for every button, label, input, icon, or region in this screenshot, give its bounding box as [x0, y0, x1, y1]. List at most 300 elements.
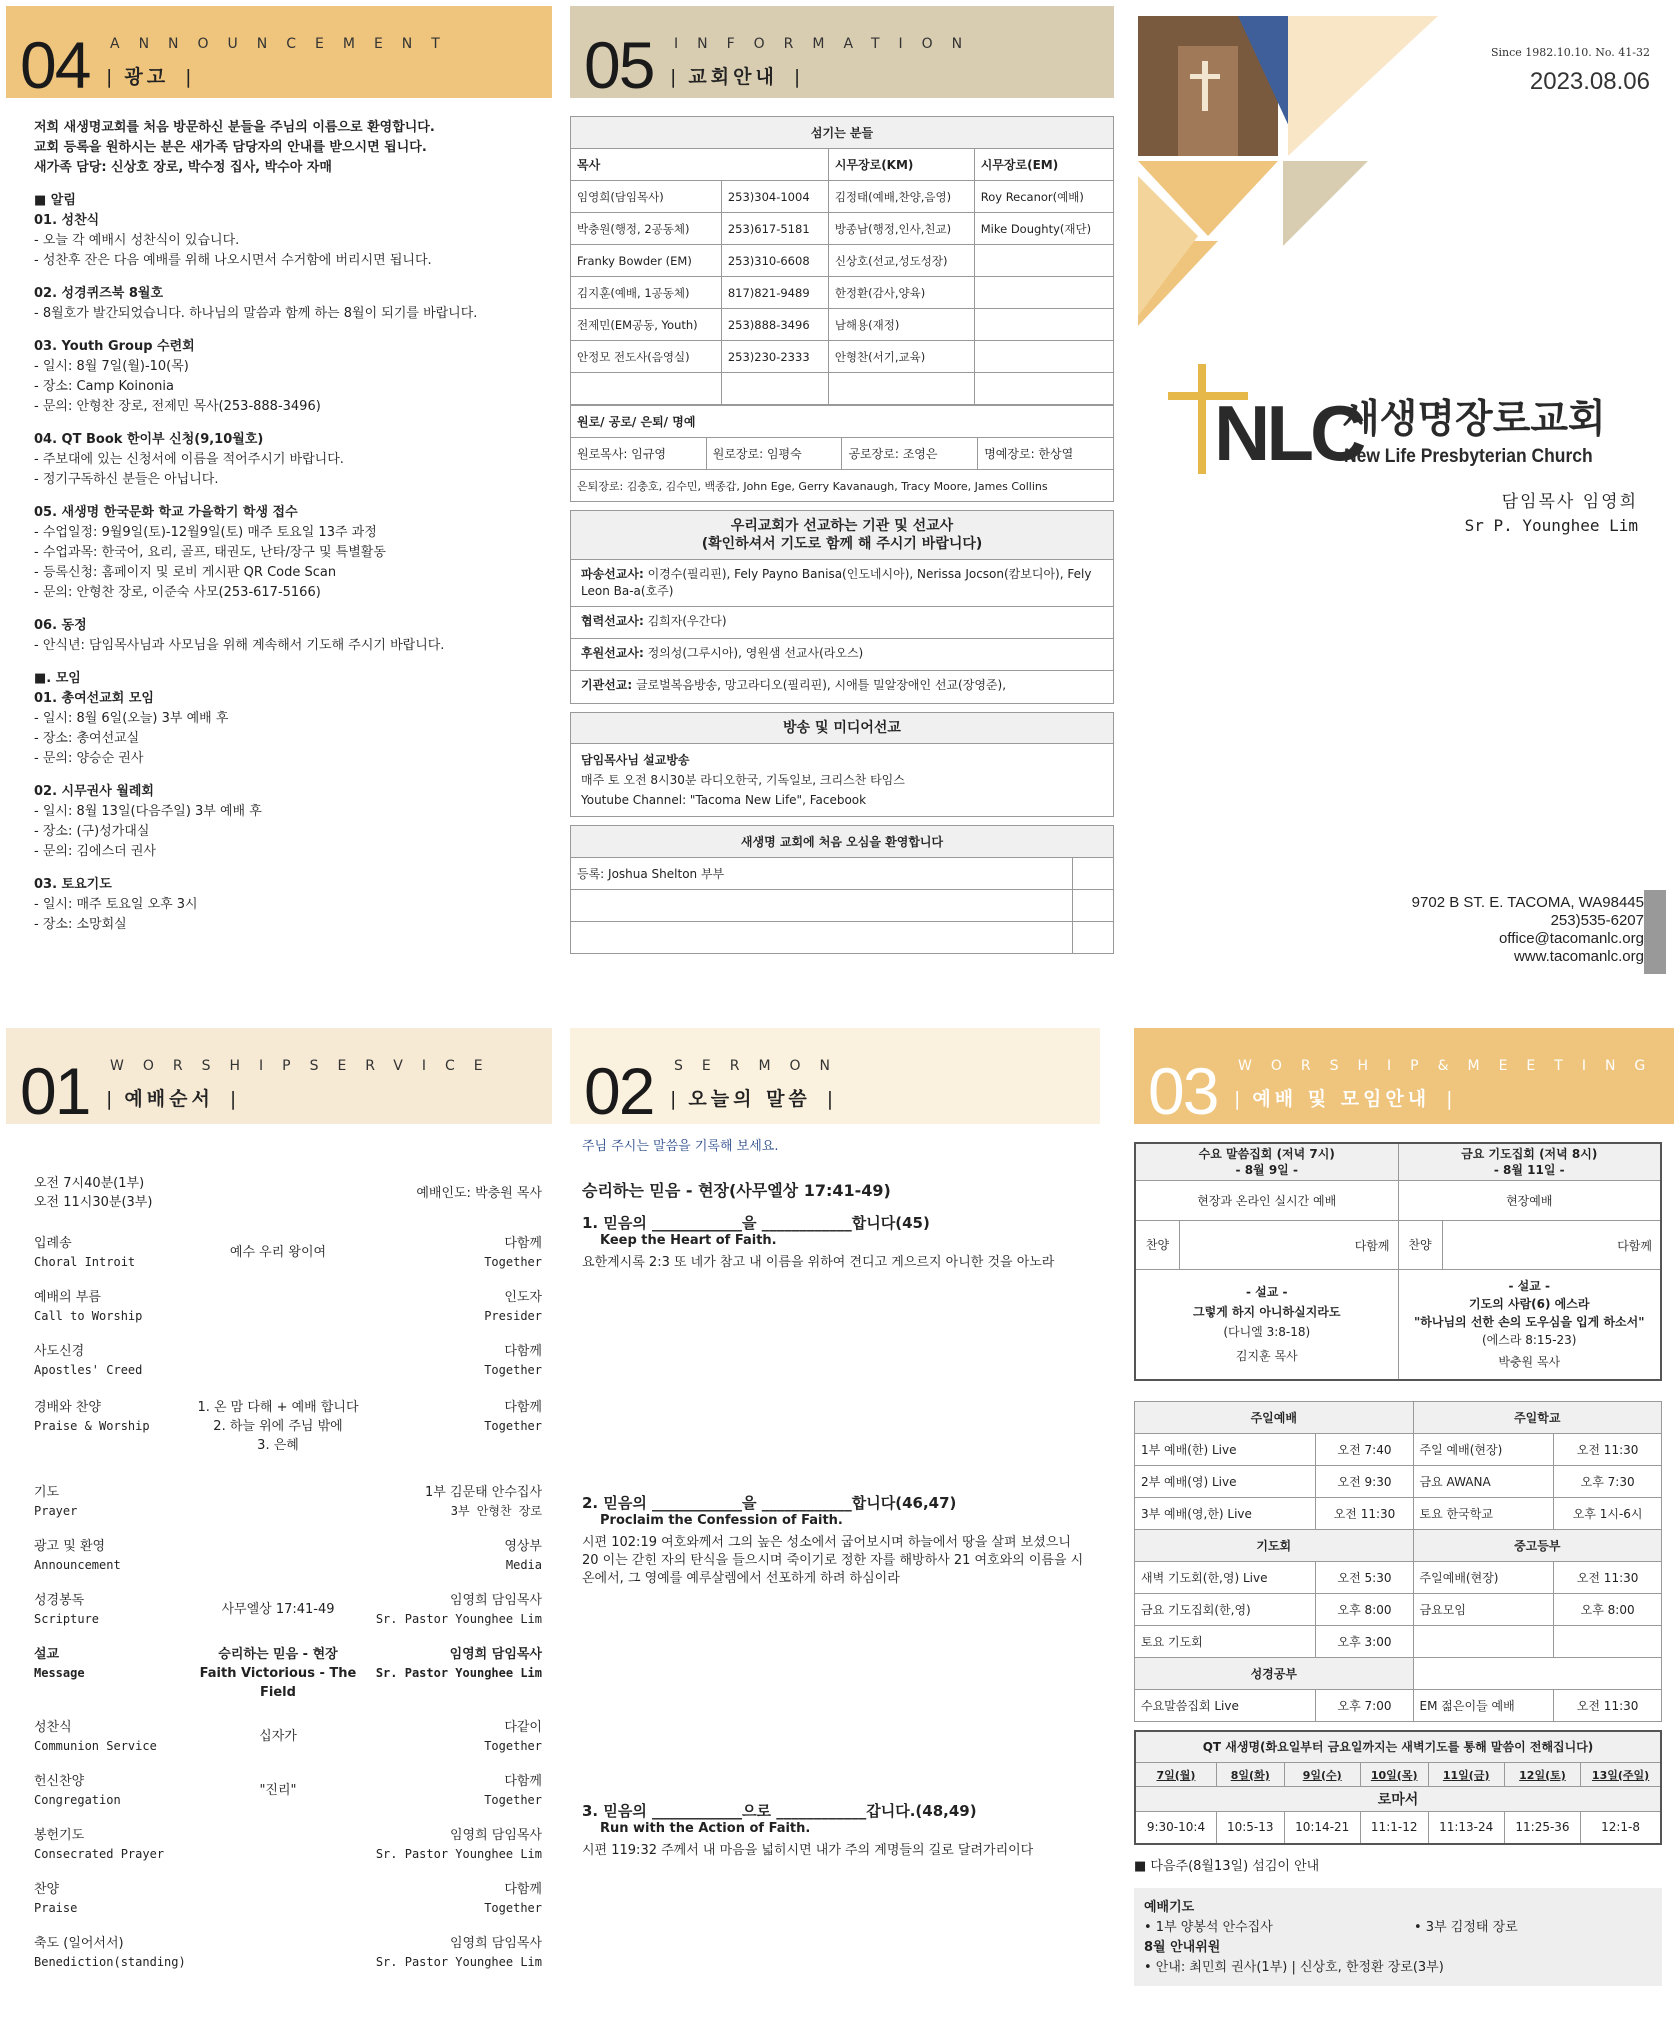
- notice-line: - 일시: 8월 7일(월)-10(목): [34, 359, 189, 374]
- item-name: [34, 1398, 194, 1436]
- schedule-group-title: 중고등부: [1413, 1529, 1661, 1561]
- service-time: 오전 11시30분(3부): [34, 1195, 153, 1210]
- point-heading: 1. 믿음의 ____________을 ____________합니다(45): [582, 1214, 930, 1232]
- schedule-cell: 1부 예배(한) Live: [1135, 1433, 1316, 1465]
- schedule-cell: 금요 AWANA: [1413, 1465, 1554, 1497]
- mission-label: 기관선교:: [581, 678, 633, 692]
- fri-sermon: - 설교 - 기도의 사람(6) 에스라 "하나님의 선한 손의 도우심을 입게 하소서" (에스라 8:15-23) 박충원 목사: [1398, 1270, 1661, 1380]
- item-name-en: Benediction(standing): [34, 1955, 186, 1969]
- schedule-cell: 오전 11:30: [1554, 1433, 1662, 1465]
- staff-cell: 한정환(감사,양육): [828, 277, 974, 309]
- mission-title: 우리교회가 선교하는 기관 및 선교사 (확인하셔서 기도로 함께 해 주시기 바랍니다): [571, 511, 1113, 560]
- church-logo: [1168, 364, 1668, 484]
- item-leader: [362, 1880, 542, 1918]
- service-item: [34, 1288, 542, 1326]
- sermon-header: [570, 1028, 1100, 1128]
- item-name-en: Announcement: [34, 1558, 121, 1572]
- spacer: [34, 178, 552, 191]
- section-title-ko: | 예배순서 |: [106, 1084, 240, 1111]
- service-item: [34, 1826, 542, 1864]
- item-leader: [362, 1398, 542, 1436]
- sermon-title: 승리하는 믿음 - 현장(사무엘상 17:41-49): [582, 1181, 891, 1200]
- item-leader-ko: 다같이: [504, 1720, 542, 1735]
- qt-reference: 11:25-36: [1504, 1812, 1580, 1844]
- worship-header: [6, 1028, 552, 1128]
- qt-reference: 9:30-10:4: [1135, 1812, 1216, 1844]
- logo-cross-icon: [1198, 364, 1206, 474]
- section-title-en: INFORMATION: [674, 36, 982, 52]
- item-leader-en: Together: [484, 1419, 542, 1433]
- prayer-item: • 1부 양봉석 안수집사: [1144, 1919, 1273, 1935]
- pastor-name-en: Sr P. Younghee Lim: [1464, 516, 1638, 535]
- service-leader: 예배인도: 박충원 목사: [416, 1185, 542, 1201]
- schedule-cell: 오후 1시-6시: [1554, 1497, 1662, 1529]
- notice-title: 03. Youth Group 수련회: [34, 339, 195, 354]
- next-week-box: [1134, 1888, 1662, 1986]
- staff-cell: 남해용(재정): [828, 309, 974, 341]
- sermon-point: [582, 1214, 1086, 1494]
- email-link[interactable]: office@tacomanlc.org: [1498, 930, 1644, 947]
- qt-day: 13일(주일): [1581, 1763, 1661, 1787]
- item-leader: [362, 1718, 542, 1756]
- media-line: 매주 토 오전 8시30분 라디오한국, 기독일보, 크리스찬 타임스: [581, 773, 905, 787]
- staff-cell: 안정모 전도사(음영실): [571, 341, 722, 373]
- staff-cell: 안형찬(서기,교육): [828, 341, 974, 373]
- meeting-line: - 문의: 김에스더 권사: [34, 844, 156, 859]
- schedule-group-title: 주일예배: [1135, 1401, 1414, 1433]
- point-english: Proclaim the Confession of Faith.: [600, 1513, 843, 1528]
- item-name-en: Consecrated Prayer: [34, 1847, 165, 1861]
- cover-graphic: [1138, 16, 1438, 336]
- worship-panel: [6, 1028, 552, 2036]
- meeting-header: [1134, 1028, 1674, 1128]
- item-name-en: Praise: [34, 1901, 78, 1915]
- item-name-en: Prayer: [34, 1504, 78, 1518]
- item-leader-en: Presider: [484, 1309, 542, 1323]
- prayer-item: • 3부 김정태 장로: [1414, 1919, 1518, 1935]
- item-leader-ko: 임영희 담임목사: [449, 1593, 542, 1608]
- section-number: 01: [20, 1054, 90, 1128]
- sermon-point: [582, 1802, 1086, 1860]
- qt-reference: 10:5-13: [1216, 1812, 1284, 1844]
- item-leader-ko: 임영희 담임목사: [449, 1828, 542, 1843]
- qt-day: 12일(토): [1504, 1763, 1580, 1787]
- welcome-table: [570, 825, 1114, 954]
- sermon-note: 주님 주시는 말씀을 기록해 보세요.: [582, 1139, 779, 1154]
- item-name-ko: 축도 (일어서서): [34, 1936, 124, 1951]
- mission-text: 글로벌복음방송, 망고라디오(필리핀), 시애틀 밀알장애인 선교(장영준),: [636, 678, 1007, 692]
- schedule-group-title: 기도회: [1135, 1529, 1414, 1561]
- meeting-panel: [1134, 1028, 1674, 2036]
- item-leader: [362, 1772, 542, 1810]
- welcome-line: 교회 등록을 원하시는 분은 새가족 담당자의 안내를 받으시면 됩니다.: [34, 140, 427, 155]
- item-leader: [362, 1537, 542, 1575]
- section-title-ko: | 오늘의 말씀 |: [670, 1084, 837, 1111]
- schedule-cell: 토요 한국학교: [1413, 1497, 1554, 1529]
- media-line: 담임목사님 설교방송: [581, 753, 690, 767]
- staff-table: [570, 116, 1114, 405]
- item-leader-ko: 다함께: [504, 1882, 542, 1897]
- notice-line: - 성찬후 잔은 다음 예배를 위해 나오시면서 수거함에 버리시면 됩니다.: [34, 253, 432, 268]
- service-item: [34, 1645, 542, 1702]
- item-name-ko: 성찬식: [34, 1720, 72, 1735]
- usher-title: 8월 안내위원: [1144, 1939, 1221, 1955]
- spacer: [34, 603, 552, 616]
- staff-cell: [974, 277, 1113, 309]
- information-panel: [570, 6, 1114, 996]
- item-leader-en: Sr. Pastor Younghee Lim: [375, 1847, 542, 1861]
- staff-cell: Mike Doughty(재단): [974, 213, 1113, 245]
- item-name-en: Scripture: [34, 1612, 100, 1626]
- praise-leader: 다함께: [1354, 1238, 1390, 1253]
- mission-row: [571, 607, 1113, 639]
- item-leader: [362, 1591, 542, 1629]
- meeting-heading: ■. 모임: [34, 671, 81, 686]
- item-leader-en: Together: [484, 1255, 542, 1269]
- announcement-panel: [6, 6, 552, 1004]
- qt-day: 11일(금): [1428, 1763, 1504, 1787]
- side-tab: [1644, 890, 1666, 974]
- item-name-ko: 성경봉독: [34, 1593, 85, 1608]
- meeting-title: 01. 총여선교회 모임: [34, 691, 154, 706]
- schedule-cell: [1413, 1625, 1554, 1657]
- section-title-ko: | 교회안내 |: [670, 62, 804, 89]
- item-name: [34, 1342, 194, 1380]
- service-item: [34, 1591, 542, 1629]
- schedule-cell: 오전 11:30: [1316, 1497, 1413, 1529]
- schedule-cell: 오전 9:30: [1316, 1465, 1413, 1497]
- item-name-en: Choral Introit: [34, 1255, 136, 1269]
- meeting-line: - 장소: (구)성가대실: [34, 824, 150, 839]
- section-title-en: WORSHIP&MEETING: [1238, 1058, 1665, 1074]
- welcome-line: 새가족 담당: 신상호 장로, 박수정 집사, 박수아 자매: [34, 160, 332, 175]
- elder-cell: 원로장로: 임평숙: [706, 438, 842, 470]
- item-leader-ko: 다함께: [504, 1236, 542, 1251]
- spacer: [34, 417, 552, 430]
- prayer-title: 예배기도: [1144, 1899, 1195, 1915]
- item-leader-ko: 영상부: [504, 1539, 542, 1554]
- staff-cell: [571, 373, 722, 405]
- item-name-ko: 설교: [34, 1647, 60, 1662]
- section-number: 02: [584, 1054, 654, 1128]
- notice-line: - 장소: Camp Koinonia: [34, 379, 174, 394]
- item-leader-ko: 인도자: [504, 1290, 542, 1305]
- praise-label: 찬양: [1399, 1221, 1443, 1269]
- notice-title: 05. 새생명 한국문화 학교 가을학기 학생 접수: [34, 505, 298, 520]
- item-leader-en: Together: [484, 1363, 542, 1377]
- item-name-ko: 봉헌기도: [34, 1828, 85, 1843]
- schedule-table: [1134, 1401, 1662, 1722]
- church-address: [1412, 894, 1644, 966]
- website-link[interactable]: www.tacomanlc.org: [1513, 948, 1644, 965]
- item-leader-en: Together: [484, 1901, 542, 1915]
- section-title-ko: | 광고 |: [106, 62, 196, 89]
- elder-cell: 공로장로: 조영은: [842, 438, 978, 470]
- staff-cell: 253)230-2333: [721, 341, 828, 373]
- schedule-cell: 수요말씀집회 Live: [1135, 1689, 1316, 1721]
- item-name: [34, 1934, 194, 1972]
- col-header: 목사: [571, 149, 829, 181]
- notice-title: 02. 성경퀴즈북 8월호: [34, 286, 164, 301]
- item-content: 1. 온 맘 다해 + 예배 합니다 2. 하늘 위에 주님 밖에 3. 은혜: [197, 1400, 359, 1453]
- staff-cell: 817)821-9489: [721, 277, 828, 309]
- qt-day: 8일(화): [1216, 1763, 1284, 1787]
- staff-cell: 253)310-6608: [721, 245, 828, 277]
- staff-cell: 김지훈(예배, 1공동체): [571, 277, 722, 309]
- point-verse: 요한계시록 2:3 또 네가 참고 내 이름을 위하여 견디고 게으르지 아니한 것을 아노라: [582, 1255, 1055, 1270]
- item-name-en: Message: [34, 1666, 85, 1680]
- schedule-cell: [1554, 1625, 1662, 1657]
- service-item: [34, 1880, 542, 1918]
- item-leader-en: Sr. Pastor Younghee Lim: [375, 1666, 542, 1680]
- staff-cell: 253)617-5181: [721, 213, 828, 245]
- schedule-group-title: 성경공부: [1135, 1657, 1414, 1689]
- item-leader: [362, 1934, 542, 1972]
- notice-line: - 8월호가 발간되었습니다. 하나님의 말씀과 함께 하는 8월이 되기를 바랍니다.: [34, 306, 478, 321]
- item-name-ko: 기도: [34, 1485, 60, 1500]
- item-leader-ko: 다함께: [504, 1344, 542, 1359]
- notice-heading: ■ 알림: [34, 193, 76, 208]
- notice-title: 01. 성찬식: [34, 213, 100, 228]
- meeting-line: - 문의: 양승순 권사: [34, 751, 144, 766]
- mission-label: 파송선교사:: [581, 567, 644, 581]
- schedule-cell: EM 젊은이들 예배: [1413, 1689, 1554, 1721]
- wed-type: 현장과 온라인 실시간 예배: [1135, 1181, 1398, 1221]
- point-heading: 2. 믿음의 ____________을 ____________합니다(46,47): [582, 1494, 957, 1512]
- qt-table: [1134, 1730, 1662, 1845]
- staff-cell: 김정태(예배,찬양,음영): [828, 181, 974, 213]
- item-name-en: Apostles' Creed: [34, 1363, 143, 1377]
- staff-cell: [721, 373, 828, 405]
- qt-day: 9일(수): [1284, 1763, 1360, 1787]
- item-name-ko: 광고 및 환영: [34, 1539, 106, 1554]
- praise-label: 찬양: [1136, 1221, 1180, 1269]
- spacer: [34, 769, 552, 782]
- staff-cell: 253)304-1004: [721, 181, 828, 213]
- point-verse: 시편 119:32 주께서 내 마음을 넓히시면 내가 주의 계명들의 길로 달려가리이다: [582, 1843, 1034, 1858]
- item-leader-ko: 다함께: [504, 1774, 542, 1789]
- item-name-en: Communion Service: [34, 1739, 157, 1753]
- pastor-name-ko: 담임목사 임영희: [1501, 492, 1638, 512]
- staff-cell: 신상호(선교,성도성장): [828, 245, 974, 277]
- item-leader-en: Together: [484, 1793, 542, 1807]
- fri-service-title: 금요 기도집회 (저녁 8시) - 8월 11일 -: [1398, 1143, 1661, 1181]
- midweek-table: [1134, 1142, 1662, 1381]
- notice-line: - 주보대에 있는 신청서에 이름을 적어주시기 바랍니다.: [34, 452, 344, 467]
- mission-box: [570, 510, 1114, 704]
- spacer: [34, 490, 552, 503]
- item-name-ko: 경배와 찬양: [34, 1400, 101, 1415]
- service-time: 오전 7시40분(1부): [34, 1176, 145, 1191]
- issue-date: 2023.08.06: [1529, 68, 1650, 95]
- notice-line: - 등록신청: 홈페이지 및 로비 게시판 QR Code Scan: [34, 565, 337, 580]
- schedule-cell: 금요모임: [1413, 1593, 1554, 1625]
- item-name: [34, 1826, 194, 1864]
- service-item: [34, 1537, 542, 1575]
- item-name: [34, 1718, 194, 1756]
- item-leader: [362, 1234, 542, 1272]
- staff-title: 섬기는 분들: [571, 117, 1114, 149]
- usher-item: • 안내: 최민희 권사(1부) | 신상호, 한정환 장로(3부): [1144, 1959, 1444, 1975]
- item-leader-ko: 임영희 담임목사: [449, 1647, 542, 1662]
- spacer: [34, 935, 552, 948]
- schedule-group-title: 주일학교: [1413, 1401, 1661, 1433]
- schedule-cell: 오전 11:30: [1554, 1689, 1662, 1721]
- item-name: [34, 1483, 194, 1521]
- service-item: [34, 1342, 542, 1380]
- schedule-cell: 2부 예배(영) Live: [1135, 1465, 1316, 1497]
- item-name: [34, 1772, 194, 1810]
- section-number: 05: [584, 28, 654, 102]
- section-title-en: ANNOUNCEMENT: [110, 36, 459, 52]
- staff-cell: 박충원(행정, 2공동체): [571, 213, 722, 245]
- wed-service-title: 수요 말씀집회 (저녁 7시) - 8월 9일 -: [1135, 1143, 1398, 1181]
- item-name-en: Praise & Worship: [34, 1419, 150, 1433]
- meeting-line: - 일시: 8월 13일(다음주일) 3부 예배 후: [34, 804, 262, 819]
- meeting-line: - 일시: 매주 토요일 오후 3시: [34, 897, 198, 912]
- spacer: [34, 656, 552, 669]
- schedule-cell: 오전 11:30: [1554, 1561, 1662, 1593]
- item-content: 승리하는 믿음 - 현장 Faith Victorious - The Field: [199, 1647, 357, 1700]
- qt-reference: 11:1-12: [1360, 1812, 1428, 1844]
- schedule-cell: 오전 7:40: [1316, 1433, 1413, 1465]
- praise-leader: 다함께: [1617, 1238, 1652, 1253]
- cover-panel: [1134, 6, 1674, 996]
- section-number: 04: [20, 28, 90, 102]
- logo-nlc: NLC: [1214, 389, 1363, 477]
- item-name: [34, 1880, 194, 1918]
- point-verse: 시편 102:19 여호와께서 그의 높은 성소에서 굽어보시며 하늘에서 땅을 살펴 보셨으니 20 이는 갇힌 자의 탄식을 들으시며 죽이기로 정한 자를 해방하사 21 여호와의 이름을 시온에서, 그 영예를 예루살렘에서 선포하게 하려 하심이라: [582, 1535, 1084, 1586]
- fri-type: 현장예배: [1398, 1181, 1661, 1221]
- issue-info: Since 1982.10.10. No. 41-32: [1490, 46, 1650, 59]
- qt-reference: 10:14-21: [1284, 1812, 1360, 1844]
- qt-reference: 11:13-24: [1428, 1812, 1504, 1844]
- mission-text: 김희자(우간다): [647, 614, 727, 628]
- point-english: Keep the Heart of Faith.: [600, 1233, 777, 1248]
- section-title-en: SERMON: [674, 1058, 850, 1074]
- section-number: 03: [1148, 1054, 1218, 1128]
- mission-label: 협력선교사:: [581, 614, 644, 628]
- staff-cell: 전제민(EM공동, Youth): [571, 309, 722, 341]
- media-line: Youtube Channel: "Tacoma New Life", Facebook: [581, 793, 867, 807]
- meeting-line: - 일시: 8월 6일(오늘) 3부 예배 후: [34, 711, 229, 726]
- schedule-cell: 오후 7:30: [1554, 1465, 1662, 1497]
- item-leader-en: Together: [484, 1739, 542, 1753]
- point-heading: 3. 믿음의 ____________으로 ____________갑니다.(48,49): [582, 1802, 977, 1820]
- item-content: 십자가: [259, 1729, 297, 1744]
- item-leader-ko: 다함께: [504, 1400, 542, 1415]
- spacer: [34, 271, 552, 284]
- church-name-ko: 새생명장로교회: [1342, 397, 1606, 442]
- media-box: [570, 712, 1114, 817]
- notice-title: 06. 동정: [34, 618, 87, 633]
- sermon-point: [582, 1494, 1086, 1802]
- section-title-ko: | 예배 및 모임안내 |: [1234, 1084, 1457, 1111]
- elder-cell: 명예장로: 한상열: [978, 438, 1114, 470]
- welcome-entry: 등록: Joshua Shelton 부부: [571, 858, 1073, 890]
- staff-cell: [828, 373, 974, 405]
- item-name: [34, 1234, 194, 1272]
- staff-cell: [974, 245, 1113, 277]
- service-item: [34, 1398, 542, 1455]
- point-english: Run with the Action of Faith.: [600, 1821, 811, 1836]
- item-leader: [362, 1288, 542, 1326]
- welcome-line: 저희 새생명교회를 처음 방문하신 분들을 주님의 이름으로 환영합니다.: [34, 120, 435, 135]
- service-item: [34, 1934, 542, 1972]
- mission-label: 후원선교사:: [581, 646, 644, 660]
- next-week-notice: ■ 다음주(8월13일) 섬김이 안내: [1134, 1858, 1320, 1874]
- mission-text: 이경수(필리핀), Fely Payno Banisa(인도네시아), Nerissa Jocson(캄보디아), Fely Leon Ba-a(호주): [581, 567, 1092, 598]
- staff-cell: Franky Bowder (EM): [571, 245, 722, 277]
- service-item: [34, 1234, 542, 1272]
- item-leader-en: 3부 안형찬 장로: [450, 1504, 542, 1518]
- announcement-body: [6, 118, 552, 948]
- notice-line: - 문의: 안형찬 장로, 이준숙 사모(253-617-5166): [34, 585, 321, 600]
- elders-title: 원로/ 공로/ 은퇴/ 명예: [571, 406, 1114, 438]
- item-leader: [362, 1483, 542, 1521]
- service-item: [34, 1772, 542, 1810]
- qt-day: 10일(목): [1360, 1763, 1428, 1787]
- schedule-cell: 새벽 기도회(한,영) Live: [1135, 1561, 1316, 1593]
- notice-line: - 수업과목: 한국어, 요리, 골프, 태권도, 난타/장구 및 특별활동: [34, 545, 386, 560]
- order-of-service: [34, 1234, 542, 1972]
- schedule-cell: 3부 예배(영,한) Live: [1135, 1497, 1316, 1529]
- item-content: "진리": [259, 1783, 297, 1798]
- spacer: [34, 324, 552, 337]
- wed-sermon: - 설교 - 그렇게 하지 아니하실지라도 (다니엘 3:8-18) 김지훈 목사: [1135, 1270, 1398, 1380]
- item-name-en: Congregation: [34, 1793, 121, 1807]
- notice-line: - 안식년: 담임목사님과 사모님을 위해 계속해서 기도해 주시기 바랍니다.: [34, 638, 445, 653]
- meeting-title: 03. 토요기도: [34, 877, 112, 892]
- item-name: [34, 1591, 194, 1629]
- item-leader-en: Sr. Pastor Younghee Lim: [375, 1612, 542, 1626]
- item-name-ko: 예배의 부름: [34, 1290, 101, 1305]
- staff-cell: [974, 373, 1113, 405]
- mission-row: [571, 671, 1113, 703]
- staff-cell: Roy Recanor(예배): [974, 181, 1113, 213]
- sermon-panel: [570, 1028, 1100, 2036]
- staff-cell: [974, 309, 1113, 341]
- item-leader: [362, 1826, 542, 1864]
- item-name: [34, 1288, 194, 1326]
- item-leader: [362, 1342, 542, 1380]
- schedule-cell: 오후 3:00: [1316, 1625, 1413, 1657]
- schedule-cell: 토요 기도회: [1135, 1625, 1316, 1657]
- church-name-en: New Life Presbyterian Church: [1344, 446, 1593, 467]
- schedule-group-title: [1413, 1657, 1661, 1689]
- retired-elders: 은퇴장로: 김충호, 김수민, 백종갑, John Ege, Gerry Kavanaugh, Tracy Moore, James Collins: [571, 470, 1114, 502]
- item-name-ko: 사도신경: [34, 1344, 85, 1359]
- meeting-line: - 장소: 총여선교실: [34, 731, 140, 746]
- schedule-cell: 주일예배(현장): [1413, 1561, 1554, 1593]
- qt-book: 로마서: [1135, 1787, 1661, 1812]
- notice-line: - 오늘 각 예배시 성찬식이 있습니다.: [34, 233, 240, 248]
- mission-row: [571, 560, 1113, 607]
- service-item: [34, 1718, 542, 1756]
- meeting-title: 02. 시무권사 월례회: [34, 784, 154, 799]
- notice-line: - 수업일정: 9월9일(토)-12월9일(토) 매주 토요일 13주 과정: [34, 525, 377, 540]
- staff-cell: 253)888-3496: [721, 309, 828, 341]
- schedule-cell: 오전 5:30: [1316, 1561, 1413, 1593]
- information-header: [570, 6, 1114, 102]
- col-header: 시무장로(KM): [828, 149, 974, 181]
- item-leader-en: Media: [505, 1558, 542, 1572]
- service-item: [34, 1483, 542, 1521]
- item-leader-ko: 1부 김문태 안수집사: [425, 1485, 542, 1500]
- mission-text: 정의성(그루시아), 영원샘 선교사(라오스): [647, 646, 864, 660]
- cross-icon: [1202, 61, 1208, 111]
- welcome-title: 새생명 교회에 처음 오심을 환영합니다: [571, 826, 1114, 858]
